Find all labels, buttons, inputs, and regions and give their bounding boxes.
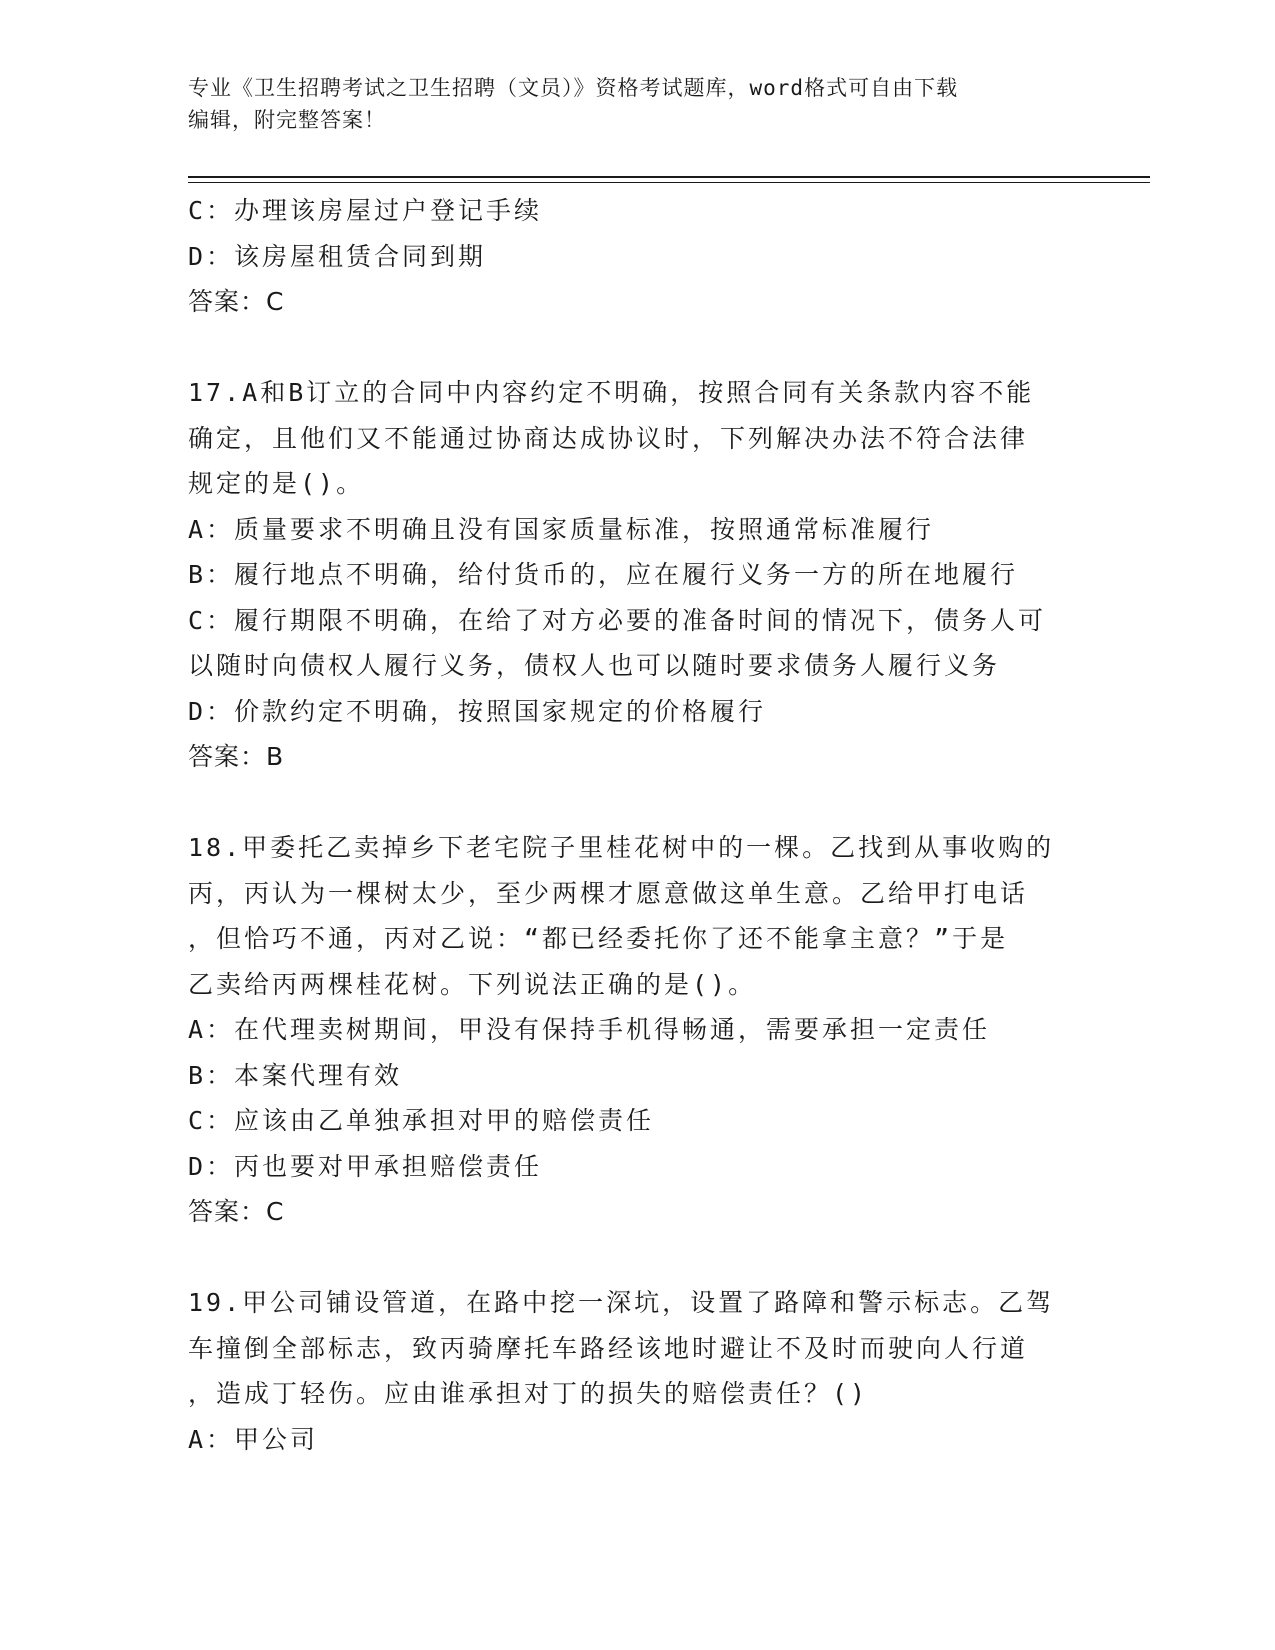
question-stem: ，造成丁轻伤。应由谁承担对丁的损失的赔偿责任？(): [188, 1379, 869, 1408]
question-stem: ，但恰巧不通，丙对乙说：“都已经委托你了还不能拿主意？”于是: [188, 924, 1009, 953]
page-header: [188, 72, 1068, 136]
answer: 答案：C: [188, 287, 285, 316]
spacer: [188, 1235, 1068, 1281]
question-17: [188, 370, 1068, 780]
option-d: D：价款约定不明确，按照国家规定的价格履行: [188, 696, 767, 726]
question-stem: 丙，丙认为一棵树太少，至少两棵才愿意做这单生意。乙给甲打电话: [188, 878, 1029, 908]
option-b: B：本案代理有效: [188, 1060, 403, 1090]
question-stem: 18.甲委托乙卖掉乡下老宅院子里桂花树中的一棵。乙找到从事收购的: [188, 833, 1055, 862]
question-stem: 19.甲公司铺设管道，在路中挖一深坑，设置了路障和警示标志。乙驾: [188, 1288, 1055, 1317]
option-d: D：该房屋租赁合同到期: [188, 241, 487, 271]
question-stem: 规定的是()。: [188, 469, 365, 498]
option-c-continued: 以随时向债权人履行义务，债权人也可以随时要求债务人履行义务: [188, 651, 1001, 680]
option-d: D：丙也要对甲承担赔偿责任: [188, 1151, 543, 1181]
header-line-1: 专业《卫生招聘考试之卫生招聘（文员）》资格考试题库，word格式可自由下载: [188, 76, 959, 100]
question-stem: 乙卖给丙两棵桂花树。下列说法正确的是()。: [188, 969, 757, 999]
question-stem: 车撞倒全部标志，致丙骑摩托车路经该地时避让不及时而驶向人行道: [188, 1333, 1029, 1363]
question-16-tail: [188, 188, 1068, 325]
answer: 答案：C: [188, 1197, 285, 1226]
header-divider-thin: [188, 182, 1150, 183]
question-stem: 确定，且他们又不能通过协商达成协议时，下列解决办法不符合法律: [188, 423, 1029, 453]
spacer: [188, 780, 1068, 826]
question-19: [188, 1280, 1068, 1462]
option-c: C：履行期限不明确，在给了对方必要的准备时间的情况下，债务人可: [188, 605, 1047, 635]
question-content: [188, 188, 1068, 1462]
option-a: A：甲公司: [188, 1424, 319, 1454]
spacer: [188, 325, 1068, 371]
question-stem: 17.A和B订立的合同中内容约定不明确，按照合同有关条款内容不能: [188, 378, 1035, 407]
option-b: B：履行地点不明确，给付货币的，应在履行义务一方的所在地履行: [188, 560, 1019, 589]
option-c: C：办理该房屋过户登记手续: [188, 196, 543, 225]
option-a: A：质量要求不明确且没有国家质量标准，按照通常标准履行: [188, 514, 935, 544]
header-divider-thick: [188, 176, 1150, 178]
option-a: A：在代理卖树期间，甲没有保持手机得畅通，需要承担一定责任: [188, 1015, 991, 1044]
option-c: C：应该由乙单独承担对甲的赔偿责任: [188, 1106, 655, 1135]
question-18: [188, 825, 1068, 1235]
answer: 答案：B: [188, 742, 285, 771]
header-line-2: 编辑，附完整答案！: [188, 108, 386, 132]
